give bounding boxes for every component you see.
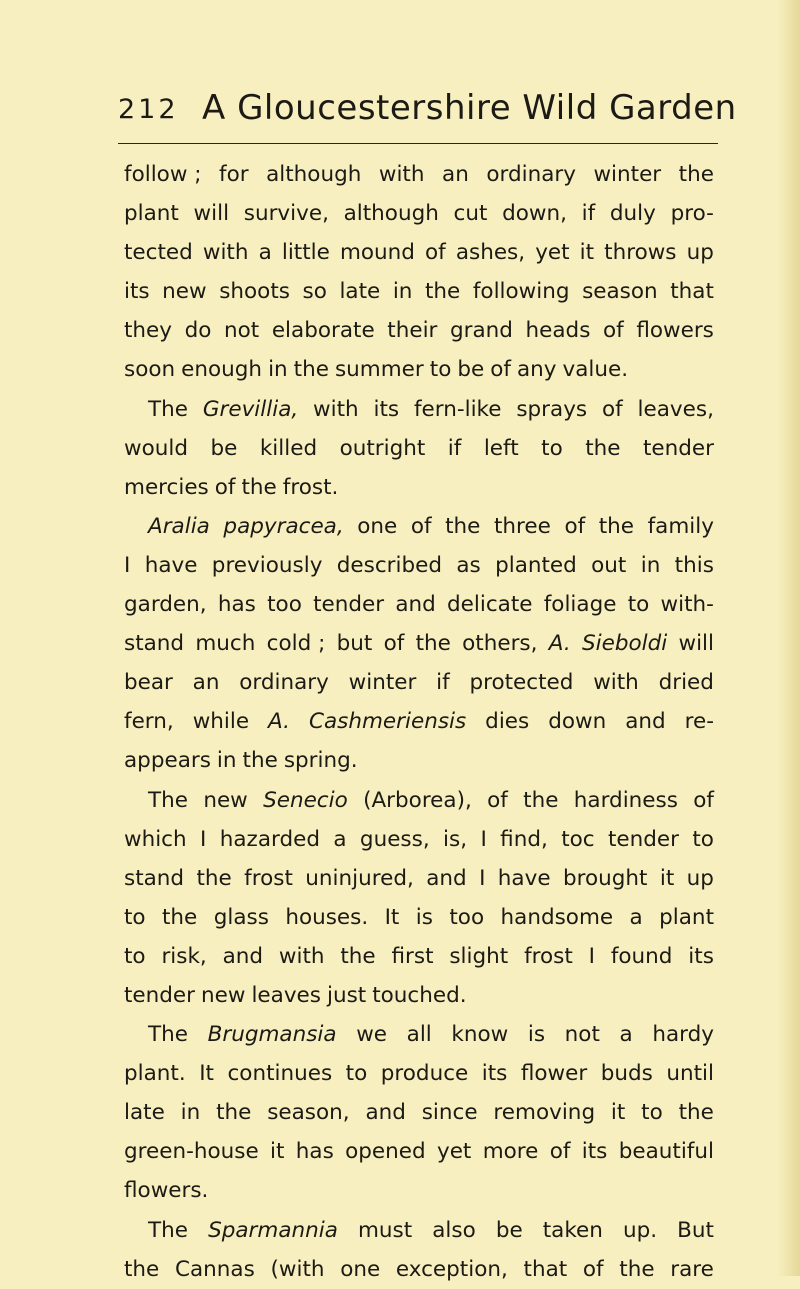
word: pro- [670,201,714,227]
word: hardy [652,1022,714,1048]
word: we [356,1022,388,1048]
word: killed [259,435,318,461]
word: much [195,631,256,657]
word: tender [124,982,195,1008]
word: the [196,865,232,891]
word: up. [622,1217,658,1243]
word: leaves [251,982,321,1008]
word: winter [348,670,417,696]
word: frost [244,865,293,891]
word: cut [453,201,488,227]
italic-word: A. [548,631,571,657]
word: but [336,631,373,657]
word: tender [607,826,679,852]
body-text [124,155,714,1289]
word: flower [520,1061,588,1087]
word: tender [643,435,714,461]
word: in [392,279,413,305]
word: appears [124,748,211,774]
word: soon [124,357,176,383]
word: others, [462,631,538,657]
word: rare [670,1256,714,1282]
word: the [523,787,559,813]
word: sprays [516,396,588,422]
word: it [659,865,675,891]
text-line [124,937,714,976]
word: produce [380,1061,469,1087]
word: since [421,1100,478,1126]
word: with [278,943,325,969]
word: up [686,865,714,891]
word: do [184,318,212,344]
word: But [677,1217,714,1243]
word: It [384,904,400,930]
text-line [124,233,714,272]
italic-word: Aralia [148,513,210,539]
word: with [202,240,249,266]
text-line [124,624,714,663]
word: of [487,787,508,813]
word: is, [443,826,468,852]
word: just [326,982,367,1008]
word: leaves, [637,396,714,422]
word: the [162,904,198,930]
text-line [124,390,714,429]
word: and [395,592,436,618]
word: winter [593,162,662,187]
text-line [124,781,714,820]
word: ashes, [455,240,526,266]
word: planted [495,552,577,578]
word: The [148,787,188,813]
word: which [124,826,187,852]
word: with [313,396,359,422]
word: the [619,1256,655,1282]
word: is [415,904,433,930]
word: if [581,201,596,227]
word: following [472,279,570,305]
word: buds [600,1061,653,1087]
word: described [336,552,442,578]
word: new [203,787,248,813]
word: beautiful [618,1139,714,1165]
word: their [387,318,438,344]
word: taken [542,1217,603,1243]
word: not [564,1022,600,1048]
word: frost [524,943,573,969]
running-title: A Gloucestershire Wild Garden [202,88,737,128]
word: out [591,552,627,578]
word: of [410,513,432,539]
text-line [124,898,714,937]
word: to [641,1100,663,1126]
text-line [124,311,714,350]
word: a [258,240,272,266]
word: although [343,201,439,227]
word: it [270,1139,285,1165]
word: garden, [124,592,207,618]
word: in [640,552,661,578]
word: frost. [282,474,339,500]
word: that [523,1256,568,1282]
word: be [457,357,485,383]
word: its [373,396,400,422]
word: The [148,1022,188,1048]
word: of [601,396,623,422]
word: protected [469,670,574,696]
word: and [426,865,467,891]
word: risk, [161,943,207,969]
word: green-house [124,1139,259,1165]
word: has [217,592,256,618]
running-header [118,88,737,138]
word: in [216,748,237,774]
word: mercies [124,474,209,500]
word: The [148,396,188,422]
word: cold ; [266,631,326,657]
text-line [124,468,714,507]
word: uninjured, [305,865,414,891]
word: summer [334,357,424,383]
word: have [144,552,198,578]
word: while [192,709,250,735]
word: to [345,1061,368,1087]
word: flowers [636,318,714,344]
word: family [647,513,714,539]
word: one [357,513,398,539]
word: value. [562,357,629,383]
word: grand [449,318,513,344]
word: late [339,279,381,305]
word: stand [124,865,185,891]
word: up [686,240,714,266]
word: they [124,318,173,344]
word: plant [124,201,179,227]
word: its [124,279,150,305]
word: would [124,435,188,461]
page-number: 212 [118,94,179,125]
word: new [201,982,246,1008]
word: follow ; [124,162,202,187]
word: mound [339,240,415,266]
word: tected [124,240,193,266]
word: the [340,943,376,969]
italic-word: Senecio [263,787,348,813]
italic-word: Brugmansia [207,1022,337,1048]
word: I [200,826,207,852]
word: too [449,904,485,930]
word: spring. [283,748,358,774]
word: the [241,474,277,500]
text-line [124,194,714,233]
text-line [124,272,714,311]
word: the [678,162,714,187]
word: enough [181,357,263,383]
word: to [541,435,563,461]
word: the [415,631,451,657]
word: the [598,513,635,539]
word: the [124,1256,160,1282]
text-line [124,429,714,468]
text-line [124,507,714,546]
word: the [445,513,481,539]
word: with [378,162,425,187]
word: as [456,552,481,578]
word: the [425,279,461,305]
word: of [549,1139,571,1165]
word: in [180,1100,201,1126]
text-line [124,155,714,194]
word: outright [339,435,426,461]
text-line [124,976,714,1015]
italic-word: Cashmeriensis [308,709,467,735]
word: it [610,1100,626,1126]
word: yet [436,1139,472,1165]
word: little [281,240,330,266]
text-line [124,1250,714,1289]
word: handsome [500,904,614,930]
text-line [124,702,714,741]
word: exception, [395,1256,508,1282]
word: be [210,435,238,461]
word: and [365,1100,406,1126]
word: the [216,1100,252,1126]
word: fern-like [413,396,502,422]
word: the [242,748,278,774]
text-line [124,1093,714,1132]
word: brought [562,865,648,891]
word: the [585,435,621,461]
text-line [124,546,714,585]
word: The [148,1217,188,1243]
word: too [267,592,302,618]
word: of [564,513,586,539]
word: be [495,1217,523,1243]
word: one [340,1256,381,1282]
word: an [442,162,469,187]
word: also [432,1217,476,1243]
text-line [124,1171,714,1210]
word: survive, [243,201,329,227]
word: not [224,318,260,344]
word: has [295,1139,334,1165]
word: flowers. [124,1178,209,1204]
word: It [199,1061,214,1087]
word: although [266,162,362,187]
word: know [451,1022,509,1048]
word: down, [502,201,567,227]
word: have [497,865,551,891]
word: with- [660,592,714,618]
word: found [610,943,673,969]
word: of [693,787,714,813]
word: opened [345,1139,426,1165]
text-line [124,1054,714,1093]
word: so [302,279,327,305]
word: is [527,1022,546,1048]
word: dried [658,670,714,696]
italic-word: papyracea, [223,513,344,539]
word: until [666,1061,714,1087]
word: must [357,1217,413,1243]
italic-word: Sparmannia [208,1217,338,1243]
word: to [429,357,452,383]
word: and [222,943,264,969]
italic-word: Grevillia, [202,396,299,422]
word: guess, [359,826,430,852]
word: this [674,552,714,578]
page-edge-shadow [778,0,800,1276]
italic-word: A. [268,709,290,735]
text-line [124,820,714,859]
word: plant. [124,1061,186,1087]
text-line [124,585,714,624]
word: of [425,240,446,266]
word: three [493,513,551,539]
word: houses. [285,904,369,930]
word: a [619,1022,633,1048]
word: that [670,279,714,305]
italic-word: Sieboldi [581,631,668,657]
text-line [124,859,714,898]
word: of [603,318,624,344]
word: hazarded [219,826,320,852]
word: for [219,162,249,187]
word: left [483,435,519,461]
word: find, [500,826,548,852]
word: to [124,904,146,930]
word: of [582,1256,604,1282]
word: fern, [124,709,174,735]
word: if [447,435,462,461]
word: its [581,1139,608,1165]
word: down [548,709,607,735]
word: delicate [447,592,533,618]
word: shoots [219,279,290,305]
word: late [124,1100,165,1126]
word: season, [267,1100,350,1126]
text-line [124,1211,714,1250]
word: yet [535,240,570,266]
word: more [482,1139,539,1165]
text-line [124,741,714,780]
word: I [124,552,131,578]
word: and [625,709,666,735]
word: I [479,865,486,891]
word: elaborate [271,318,375,344]
word: dies [485,709,530,735]
word: its [688,943,714,969]
word: the [293,357,329,383]
word: of [214,474,236,500]
word: to [627,592,650,618]
word: tender [313,592,385,618]
word: glass [213,904,269,930]
word: in [268,357,288,383]
word: its [481,1061,508,1087]
word: stand [124,631,185,657]
word: removing [493,1100,596,1126]
word: heads [525,318,591,344]
word: I [588,943,595,969]
word: to [124,943,146,969]
word: of [383,631,405,657]
word: (Arborea), [363,787,472,813]
word: bear [124,670,173,696]
word: Cannas [174,1256,255,1282]
word: to [692,826,714,852]
word: first [391,943,434,969]
word: previously [211,552,323,578]
word: ordinary [486,162,576,187]
word: any [516,357,557,383]
word: slight [449,943,509,969]
header-rule [118,143,718,144]
word: it [579,240,595,266]
word: new [162,279,207,305]
word: a [629,904,643,930]
word: a [333,826,347,852]
word: throws [604,240,677,266]
word: touched. [372,982,467,1008]
word: will [678,631,714,657]
text-line [124,350,714,389]
word: toc [561,826,595,852]
word: continues [227,1061,333,1087]
word: will [193,201,230,227]
word: hardiness [573,787,678,813]
word: all [406,1022,432,1048]
word: the [678,1100,714,1126]
text-line [124,1132,714,1171]
word: an [192,670,220,696]
word: season [582,279,658,305]
word: ordinary [239,670,329,696]
word: duly [609,201,656,227]
word: foliage [543,592,617,618]
word: plant [659,904,714,930]
word: I [480,826,487,852]
word: re- [684,709,714,735]
word: of [490,357,511,383]
word: with [593,670,639,696]
word: (with [270,1256,325,1282]
text-line [124,663,714,702]
word: if [436,670,450,696]
text-line [124,1015,714,1054]
